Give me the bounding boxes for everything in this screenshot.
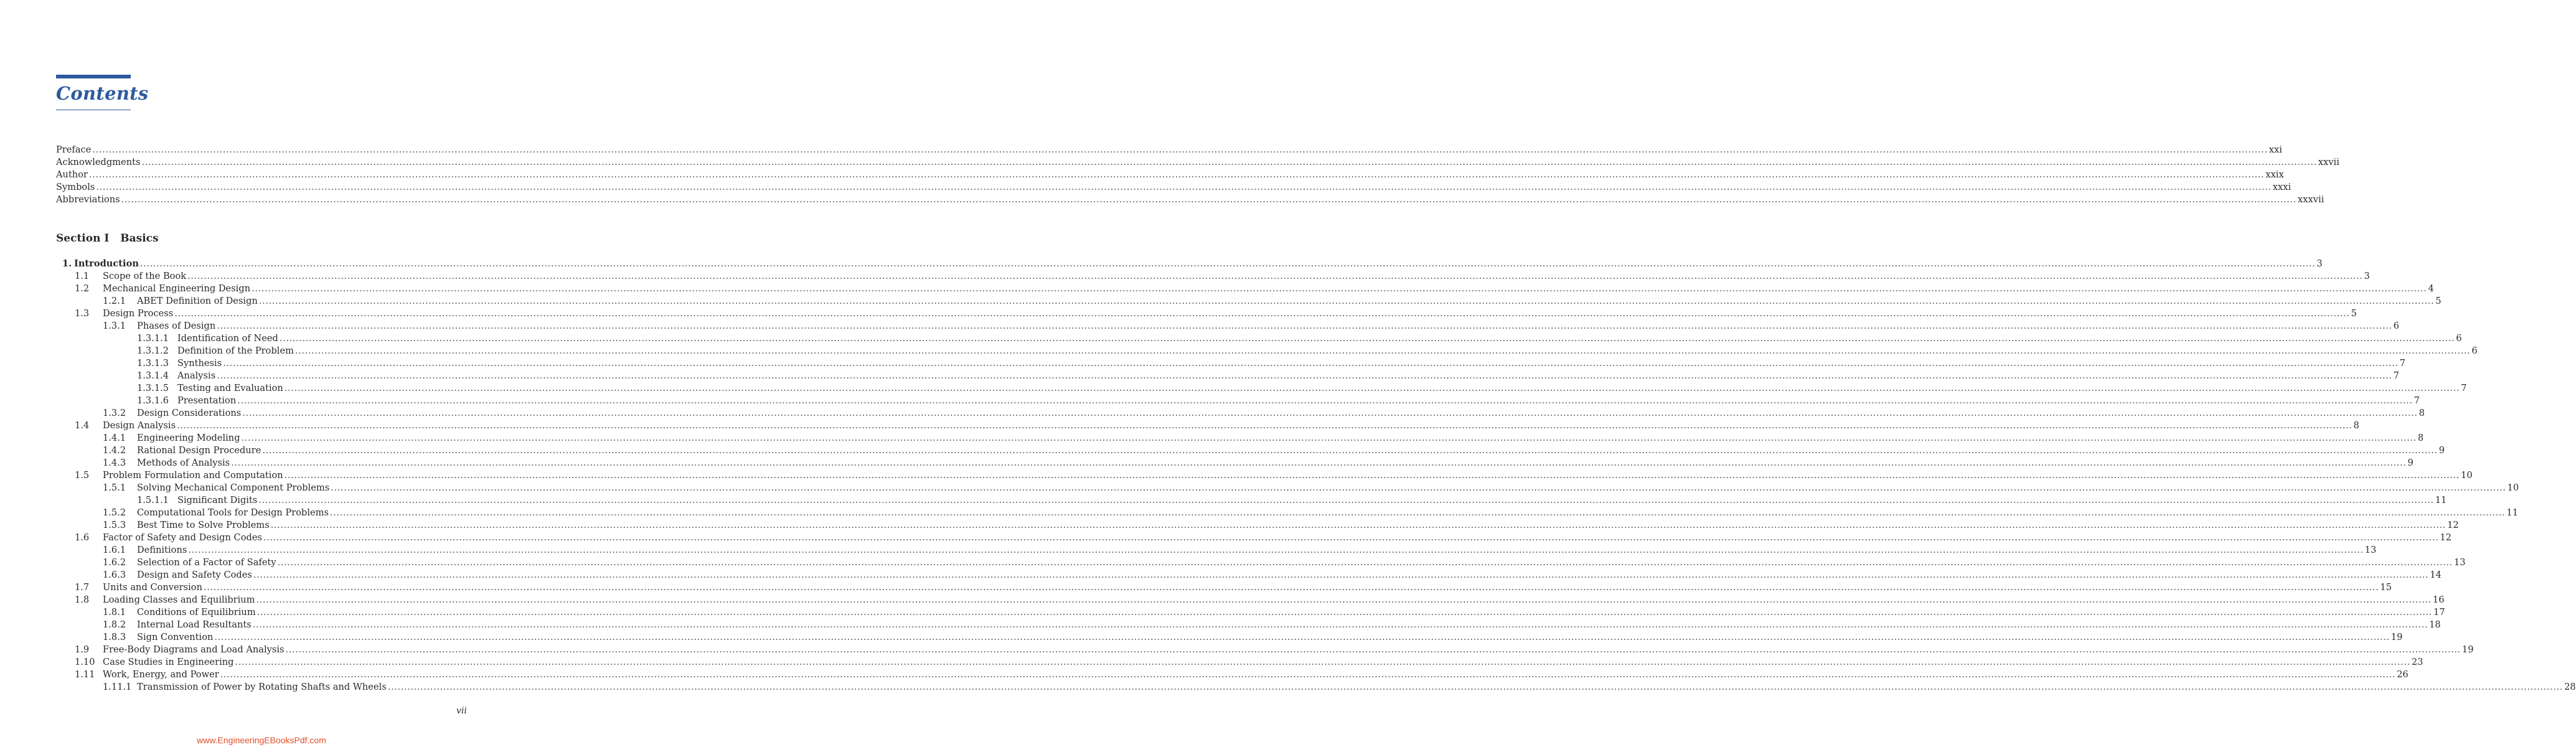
toc-entry-number: 1.5.3 — [103, 520, 126, 530]
toc-row — [56, 283, 2434, 295]
toc-entry — [56, 569, 2442, 581]
toc-entry-label[interactable]: Design Process — [103, 308, 174, 319]
toc-entry-label[interactable]: Introduction — [74, 258, 139, 269]
dot-leader — [235, 656, 2410, 669]
toc-entry-number: 1.10 — [75, 657, 95, 667]
toc-entry-label[interactable]: Definition of the Problem — [177, 345, 294, 356]
toc-entry-page[interactable]: 18 — [2429, 619, 2441, 630]
dot-leader — [331, 482, 2506, 494]
dot-leader — [271, 519, 2446, 532]
toc-row — [56, 357, 2405, 370]
dot-leader — [223, 357, 2398, 370]
toc-entry-number: 1.3.1.3 — [137, 358, 169, 369]
toc-entry-label[interactable]: Best Time to Solve Problems — [137, 520, 270, 530]
toc-entry-label[interactable]: Rational Design Procedure — [137, 445, 261, 456]
toc-row — [56, 544, 2377, 557]
toc-entry-label[interactable]: Definitions — [137, 545, 187, 555]
toc-row — [56, 507, 2518, 519]
toc-entry — [56, 407, 2425, 420]
toc-row — [56, 569, 2442, 581]
toc-entry-number: 1.4 — [75, 420, 90, 431]
toc-entry — [56, 432, 2424, 444]
toc-entry-label[interactable]: Selection of a Factor of Safety — [137, 557, 276, 568]
toc-entry-label[interactable]: Problem Formulation and Computation — [103, 470, 283, 481]
dot-leader — [231, 457, 2406, 469]
chapter-row — [56, 258, 2323, 270]
toc-entry — [56, 308, 2357, 320]
toc-row — [56, 469, 2473, 482]
toc-entry-label[interactable]: Conditions of Equilibrium — [137, 607, 256, 618]
toc-entry-number: 1.5.1.1 — [137, 495, 169, 505]
front-matter-row — [56, 156, 2339, 169]
toc-row — [56, 295, 2442, 308]
toc-entry — [56, 656, 2423, 669]
toc-entry-page[interactable]: 3 — [2316, 258, 2323, 269]
toc-entry-number: 1.3.1.2 — [137, 345, 169, 356]
toc-entry — [56, 457, 2414, 469]
toc-entry-page[interactable]: 6 — [2393, 321, 2399, 331]
toc-entry-page[interactable]: 6 — [2471, 345, 2478, 356]
dot-leader — [259, 295, 2434, 308]
toc-entry — [56, 169, 2284, 181]
title-top-rule — [56, 75, 131, 78]
toc-entry-label[interactable]: Significant Digits — [177, 495, 258, 505]
toc-entry — [56, 581, 2392, 594]
toc-entry — [56, 532, 2451, 544]
toc-row — [56, 332, 2462, 345]
toc-entry — [56, 482, 2519, 494]
toc-row — [56, 270, 2370, 283]
toc-entry-page[interactable]: 7 — [2461, 383, 2467, 393]
toc-entry — [56, 395, 2420, 407]
toc-entry-label[interactable]: ABET Definition of Design — [137, 296, 258, 306]
toc-entry-number: 1.11.1 — [103, 682, 132, 692]
toc-entry-page[interactable]: 17 — [2433, 607, 2445, 618]
dot-leader — [242, 407, 2417, 420]
toc-entry-page[interactable]: xxi — [2268, 144, 2282, 155]
toc-entry-number: 1.3.1.6 — [137, 395, 169, 406]
toc-entry-page[interactable]: 8 — [2419, 408, 2425, 418]
toc-entry-page[interactable]: 19 — [2461, 644, 2474, 655]
toc-entry-number: 1.8.1 — [103, 607, 126, 618]
toc-entry-label[interactable]: Free-Body Diagrams and Load Analysis — [103, 644, 284, 655]
dot-leader — [220, 669, 2395, 681]
toc-entry-label[interactable]: Identification of Need — [177, 333, 278, 344]
toc-entry — [56, 345, 2478, 357]
dot-leader — [177, 420, 2352, 432]
toc-entry — [56, 644, 2474, 656]
toc-entry-number: 1.3.1.1 — [137, 333, 169, 344]
front-matter-list — [56, 144, 2339, 206]
dot-leader — [237, 395, 2412, 407]
dot-leader — [251, 283, 2427, 295]
toc-entry — [56, 619, 2441, 631]
toc-entry-number: 1.1 — [75, 271, 90, 281]
toc-entry — [56, 156, 2339, 169]
toc-entry-label[interactable]: Methods of Analysis — [137, 458, 230, 468]
toc-entry-label[interactable]: Internal Load Resultants — [137, 619, 251, 630]
dot-leader — [217, 370, 2392, 382]
dot-leader — [92, 144, 2267, 156]
toc-entry-label[interactable]: Mechanical Engineering Design — [103, 283, 251, 294]
toc-entry-label[interactable]: Testing and Evaluation — [177, 383, 283, 393]
dot-leader — [263, 532, 2438, 544]
toc-entry-number: 1.4.3 — [103, 458, 126, 468]
toc-row — [56, 420, 2359, 432]
toc-entry — [56, 258, 2323, 270]
toc-entry-label[interactable]: Engineering Modeling — [137, 433, 240, 443]
toc-entry-number: 1.2 — [75, 283, 90, 294]
toc-row — [56, 482, 2519, 494]
toc-entry-label[interactable]: Sign Convention — [137, 632, 214, 642]
toc-entry-page[interactable]: 13 — [2364, 545, 2377, 555]
front-matter-row — [56, 169, 2284, 181]
toc-entry-label[interactable]: Transmission of Power by Rotating Shafts and Wheels — [137, 682, 387, 692]
toc-entry-label[interactable]: Loading Classes and Equilibrium — [103, 594, 255, 605]
toc-entry-number: 1.5.1 — [103, 482, 126, 493]
toc-entry-label[interactable]: Presentation — [177, 395, 237, 406]
dot-leader — [257, 606, 2432, 619]
toc-entry-label[interactable]: Phases of Design — [137, 321, 216, 331]
toc-entry — [56, 357, 2405, 370]
toc-entry — [56, 594, 2445, 606]
toc-entry-label[interactable]: Abbreviations — [56, 194, 120, 205]
toc-entry — [56, 469, 2473, 482]
toc-row — [56, 606, 2445, 619]
toc-entry — [56, 494, 2447, 507]
dot-leader — [217, 320, 2392, 332]
dot-leader — [242, 432, 2417, 444]
dot-leader — [280, 332, 2455, 345]
toc-entry — [56, 507, 2518, 519]
toc-entry-page[interactable]: 5 — [2435, 296, 2442, 306]
toc-entry-label[interactable]: Solving Mechanical Component Problems — [137, 482, 330, 493]
dot-leader — [187, 270, 2362, 283]
toc-entry-label[interactable]: Acknowledgments — [56, 157, 141, 167]
toc-entry-page[interactable]: 12 — [2440, 532, 2451, 543]
toc-entry-number: 1.6.2 — [103, 557, 126, 568]
toc-entry-page[interactable]: 8 — [2417, 433, 2424, 443]
toc-entry-page[interactable]: 9 — [2438, 445, 2445, 456]
toc-entry-page[interactable]: 6 — [2456, 333, 2462, 344]
toc-entry-page[interactable]: 9 — [2407, 458, 2414, 468]
toc-entry-label[interactable]: Computational Tools for Design Problems — [137, 507, 329, 518]
front-matter-row — [56, 181, 2292, 194]
toc-entry — [56, 606, 2445, 619]
dot-leader — [284, 382, 2460, 395]
toc-row — [56, 494, 2447, 507]
toc-entry-page[interactable]: xxxi — [2272, 182, 2292, 192]
toc-entry — [56, 544, 2377, 557]
toc-entry — [56, 332, 2462, 345]
toc-entry — [56, 669, 2409, 681]
dot-leader — [388, 681, 2563, 693]
toc-entry-page[interactable]: 7 — [2399, 358, 2405, 369]
toc-row — [56, 532, 2451, 544]
toc-row — [56, 519, 2459, 532]
toc-list — [56, 258, 2576, 693]
toc-entry-number: 1.3 — [75, 308, 90, 319]
toc-entry-number: 1.3.1.5 — [137, 383, 169, 393]
dot-leader — [188, 544, 2363, 557]
page-title: Contents — [56, 83, 149, 104]
toc-entry-page[interactable]: 23 — [2411, 657, 2423, 667]
toc-row — [56, 370, 2399, 382]
dot-leader — [258, 494, 2433, 507]
toc-entry-number: 1.6.1 — [103, 545, 126, 555]
dot-leader — [256, 594, 2432, 606]
dot-leader — [330, 507, 2505, 519]
toc-row — [56, 345, 2478, 357]
section-number: Section I — [56, 232, 110, 245]
section-heading — [56, 231, 159, 246]
toc-row — [56, 681, 2576, 693]
toc-entry-number: 1. — [62, 258, 72, 269]
toc-entry-number: 1.3.1.4 — [137, 370, 169, 381]
toc-entry-page[interactable]: xxxvii — [2298, 194, 2325, 205]
toc-entry-number: 1.5.2 — [103, 507, 126, 518]
toc-entry — [56, 444, 2445, 457]
front-matter-row — [56, 194, 2325, 206]
toc-entry-page[interactable]: 13 — [2453, 557, 2466, 568]
toc-entry — [56, 519, 2459, 532]
toc-entry-number: 1.9 — [75, 644, 90, 655]
toc-entry-page[interactable]: 5 — [2351, 308, 2357, 319]
dot-leader — [295, 345, 2470, 357]
toc-entry-number: 1.6 — [75, 532, 90, 543]
toc-entry-page[interactable]: 26 — [2397, 669, 2409, 680]
toc-entry-page[interactable]: 28 — [2564, 682, 2576, 692]
dot-leader — [253, 569, 2428, 581]
toc-entry — [56, 557, 2466, 569]
toc-entry-number: 1.5 — [75, 470, 90, 481]
dot-leader — [174, 308, 2349, 320]
toc-entry-number: 1.3.1 — [103, 321, 126, 331]
dot-leader — [262, 444, 2437, 457]
dot-leader — [121, 194, 2296, 206]
toc-entry-page[interactable]: 16 — [2432, 594, 2445, 605]
toc-entry-number: 1.7 — [75, 582, 90, 593]
toc-entry-label[interactable]: Symbols — [56, 182, 95, 192]
toc-entry-number: 1.6.3 — [103, 570, 126, 580]
toc-row — [56, 407, 2425, 420]
toc-entry-page[interactable]: xxix — [2265, 169, 2284, 180]
toc-entry-label[interactable]: Preface — [56, 144, 92, 155]
toc-entry-page[interactable]: 14 — [2430, 570, 2442, 580]
toc-entry-page[interactable]: 12 — [2447, 520, 2459, 530]
dot-leader — [89, 169, 2264, 181]
toc-entry-page[interactable]: 8 — [2353, 420, 2359, 431]
toc-row — [56, 457, 2414, 469]
toc-entry-label[interactable]: Design Analysis — [103, 420, 176, 431]
toc-row — [56, 557, 2466, 569]
dot-leader — [284, 469, 2460, 482]
dot-leader — [286, 644, 2461, 656]
toc-row — [56, 432, 2424, 444]
toc-entry-label[interactable]: Design and Safety Codes — [137, 570, 252, 580]
toc-entry-label[interactable]: Analysis — [177, 370, 216, 381]
toc-entry-page[interactable]: 3 — [2364, 271, 2370, 281]
toc-entry-label[interactable]: Scope of the Book — [103, 271, 187, 281]
toc-row — [56, 594, 2445, 606]
toc-entry-page[interactable]: 11 — [2435, 495, 2447, 505]
dot-leader — [96, 181, 2271, 194]
toc-entry — [56, 194, 2325, 206]
toc-entry-page[interactable]: 7 — [2414, 395, 2420, 406]
toc-entry — [56, 370, 2399, 382]
toc-entry-number: 1.4.2 — [103, 445, 126, 456]
toc-row — [56, 395, 2420, 407]
toc-row — [56, 656, 2423, 669]
section-name: Basics — [120, 232, 159, 245]
toc-entry — [56, 382, 2467, 395]
toc-entry-label[interactable]: Work, Energy, and Power — [103, 669, 219, 680]
front-matter-row — [56, 144, 2282, 156]
toc-entry-label[interactable]: Factor of Safety and Design Codes — [103, 532, 262, 543]
toc-entry — [56, 420, 2359, 432]
dot-leader — [140, 258, 2315, 270]
toc-entry — [56, 144, 2282, 156]
toc-entry-number: 1.2.1 — [103, 296, 126, 306]
toc-entry — [56, 270, 2370, 283]
toc-entry-label[interactable]: Case Studies in Engineering — [103, 657, 234, 667]
watermark-url[interactable]: www.EngineeringEBooksPdf.com — [197, 735, 326, 745]
toc-entry-label[interactable]: Author — [56, 169, 88, 180]
toc-entry-page[interactable]: 15 — [2380, 582, 2392, 593]
toc-row — [56, 382, 2467, 395]
toc-row — [56, 444, 2445, 457]
toc-entry-page[interactable]: xxvii — [2318, 157, 2339, 167]
dot-leader — [141, 156, 2316, 169]
dot-leader — [278, 557, 2453, 569]
dot-leader — [214, 631, 2389, 644]
toc-entry-label[interactable]: Synthesis — [177, 358, 222, 369]
toc-entry — [56, 181, 2292, 194]
toc-entry-number: 1.3.2 — [103, 408, 126, 418]
toc-entry-label[interactable]: Design Considerations — [137, 408, 242, 418]
toc-entry — [56, 283, 2434, 295]
toc-row — [56, 308, 2357, 320]
toc-entry-page[interactable]: 7 — [2393, 370, 2399, 381]
dot-leader — [204, 581, 2379, 594]
toc-entry-page[interactable]: 11 — [2506, 507, 2518, 518]
toc-entry-page[interactable]: 19 — [2390, 632, 2403, 642]
toc-entry-number: 1.4.1 — [103, 433, 126, 443]
toc-entry-page[interactable]: 10 — [2507, 482, 2519, 493]
toc-entry-number: 1.8.3 — [103, 632, 126, 642]
toc-entry-number: 1.11 — [75, 669, 95, 680]
toc-entry-number: 1.8.2 — [103, 619, 126, 630]
toc-row — [56, 619, 2441, 631]
toc-row — [56, 581, 2392, 594]
toc-row — [56, 669, 2409, 681]
toc-entry — [56, 295, 2442, 308]
toc-entry-label[interactable]: Units and Conversion — [103, 582, 202, 593]
toc-entry — [56, 631, 2403, 644]
toc-entry-page[interactable]: 4 — [2428, 283, 2434, 294]
toc-row — [56, 644, 2474, 656]
toc-entry-number: 1.8 — [75, 594, 90, 605]
toc-row — [56, 320, 2399, 332]
toc-entry-page[interactable]: 10 — [2461, 470, 2473, 481]
toc-row — [56, 631, 2403, 644]
toc-entry — [56, 320, 2399, 332]
page-folio: vii — [456, 706, 467, 716]
dot-leader — [253, 619, 2428, 631]
